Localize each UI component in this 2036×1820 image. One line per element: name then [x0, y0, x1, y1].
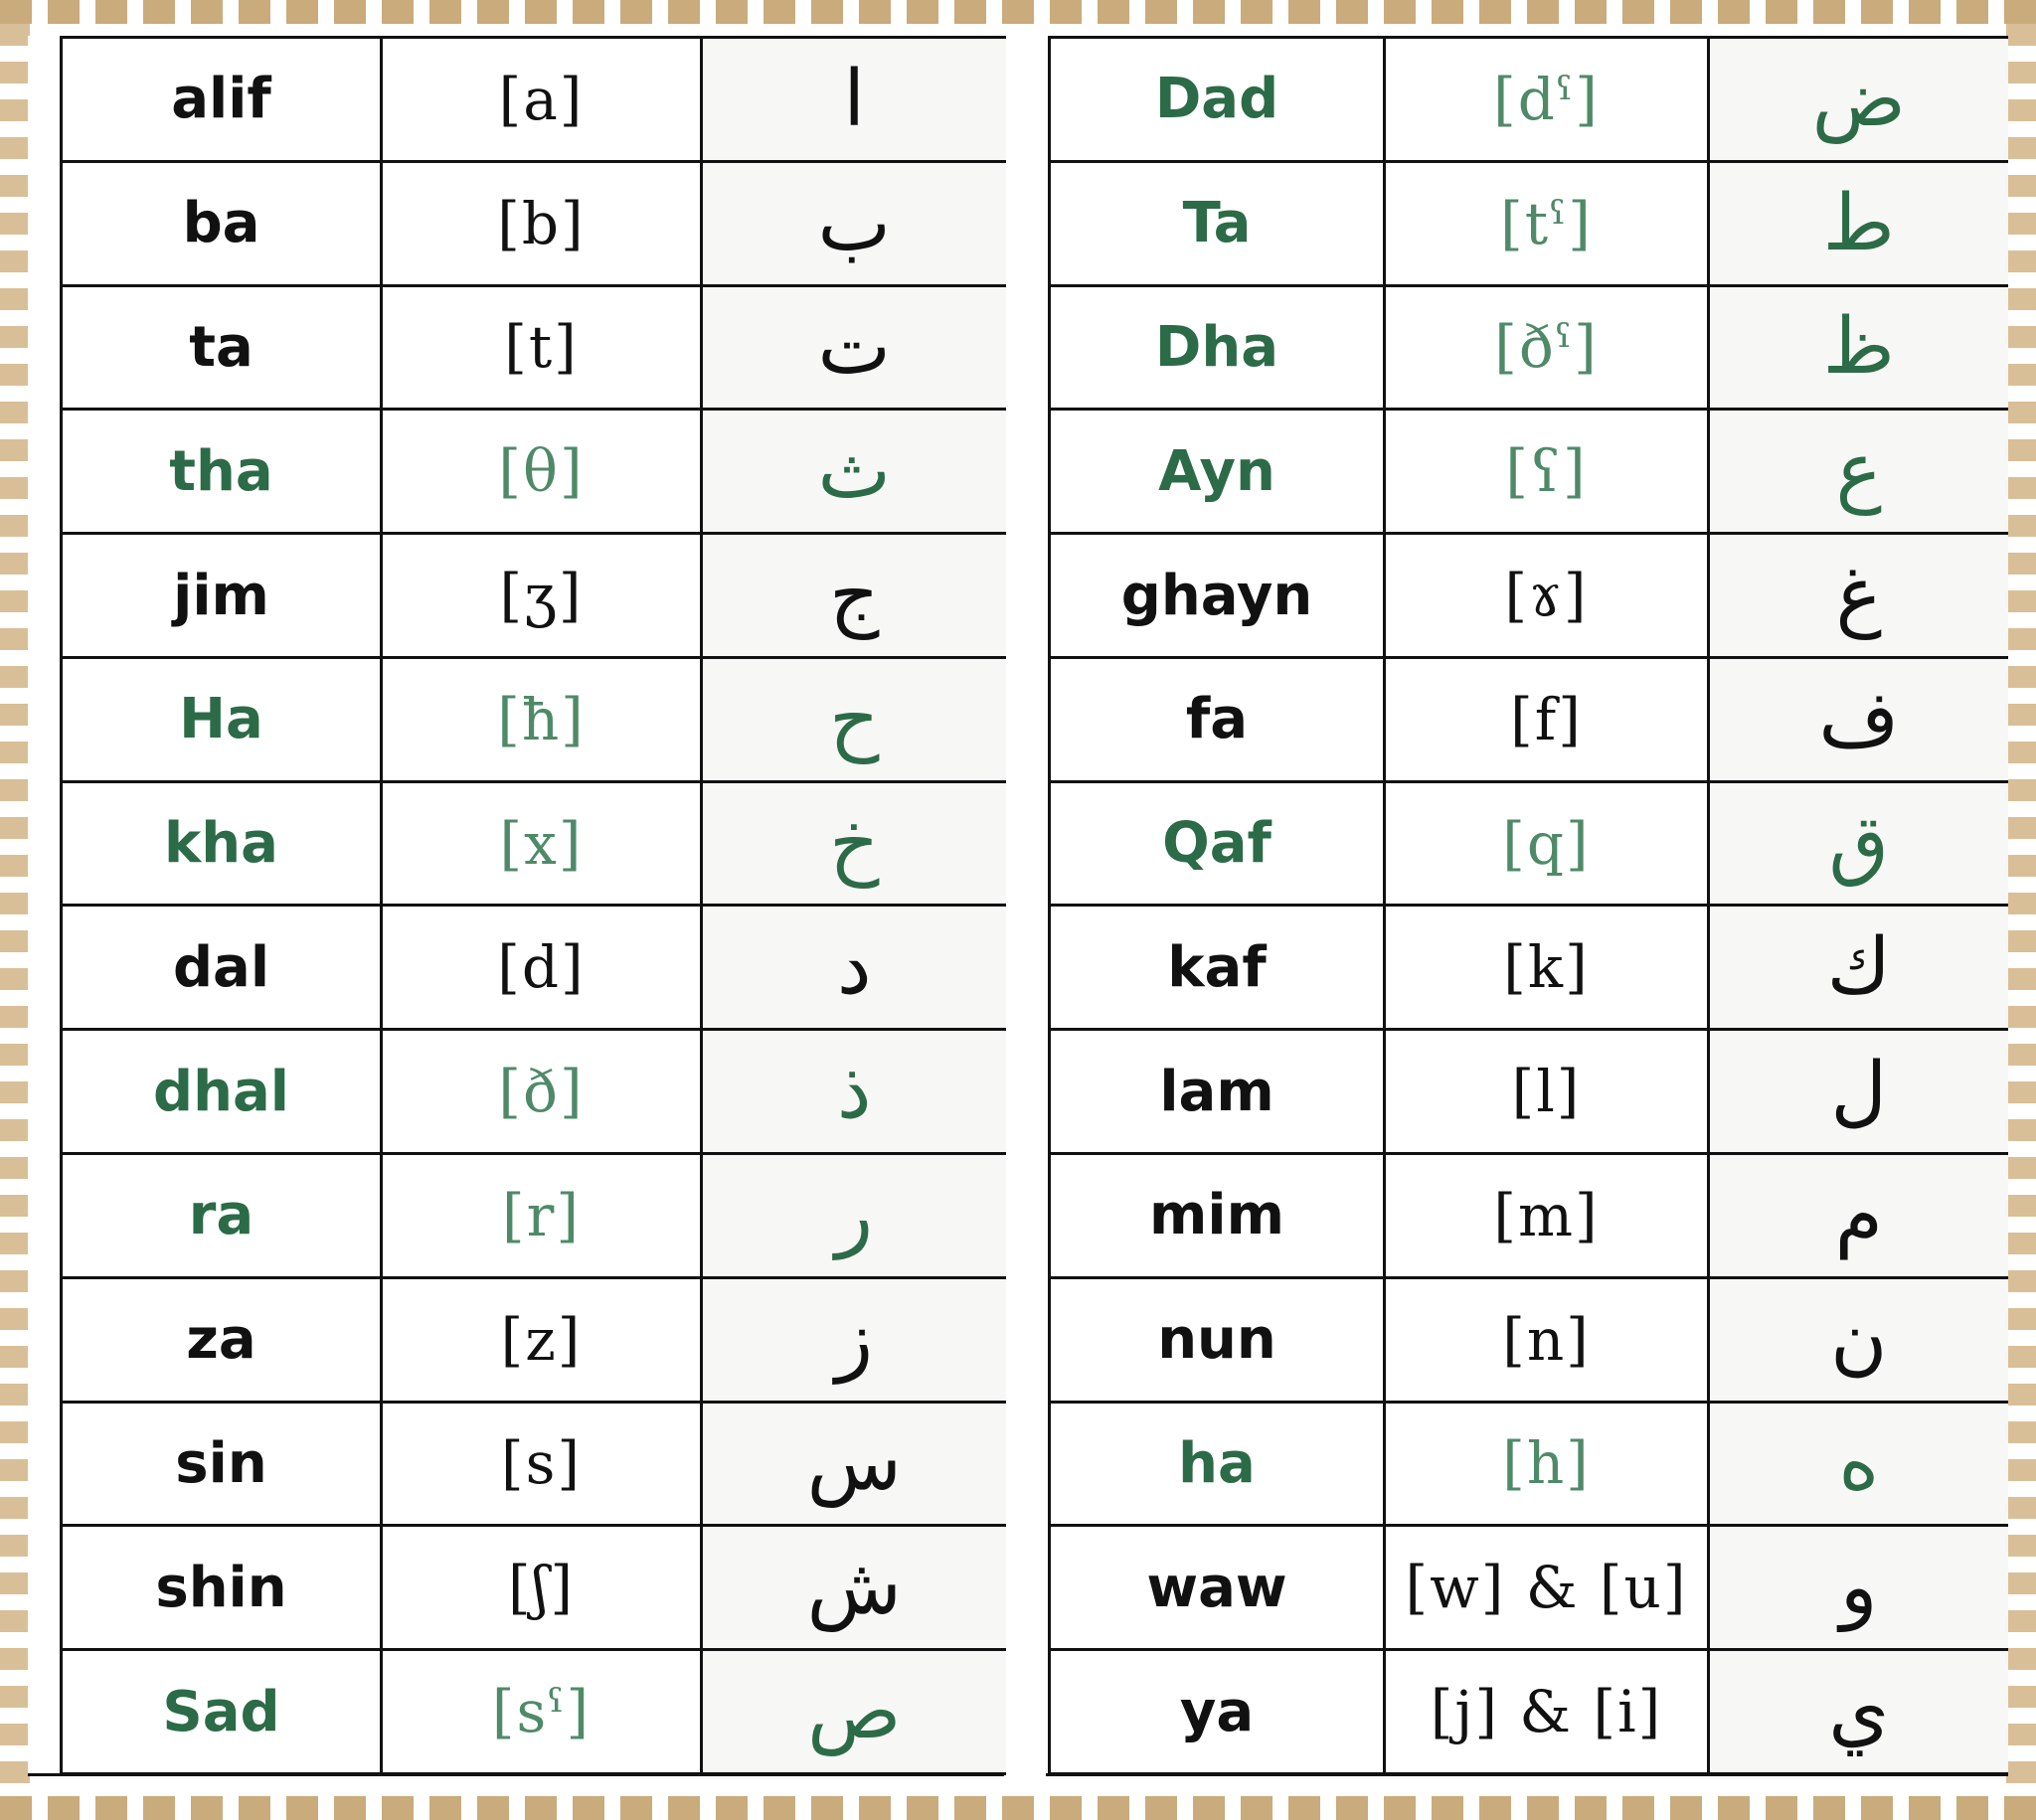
ipa-cell — [1385, 906, 1709, 1030]
ipa-transcription: [h] — [1502, 1429, 1591, 1498]
arabic-letter: ز — [835, 1294, 874, 1385]
ipa-cell — [382, 161, 702, 285]
letter-row — [1050, 1030, 2008, 1154]
ipa-transcription: [θ] — [498, 437, 585, 506]
decorative-border-left — [0, 24, 30, 1796]
letter-name: ya — [1179, 1679, 1255, 1744]
letter-name-cell — [62, 410, 382, 534]
ipa-cell — [1385, 1526, 1709, 1650]
ipa-transcription: [ʕ] — [1505, 437, 1588, 506]
arabic-letter: ق — [1828, 798, 1890, 889]
letter-name: dhal — [153, 1059, 289, 1124]
ipa-cell — [1385, 161, 1709, 285]
letter-name: tha — [169, 438, 273, 504]
letter-row — [62, 285, 1006, 410]
arabic-letter: غ — [1835, 551, 1883, 641]
ipa-transcription: [f] — [1510, 685, 1583, 753]
letter-name-cell — [1050, 906, 1385, 1030]
arabic-letter-cell — [1709, 1277, 2008, 1402]
letter-name-cell — [1050, 410, 1385, 534]
ipa-transcription: [w] & [u] — [1405, 1554, 1688, 1622]
arabic-letter-cell — [702, 410, 1006, 534]
ipa-cell — [1385, 410, 1709, 534]
decorative-border-bottom — [0, 1796, 2036, 1820]
arabic-letter-cell — [702, 906, 1006, 1030]
ipa-cell — [382, 1277, 702, 1402]
ipa-cell — [1385, 534, 1709, 658]
letter-row — [1050, 38, 2008, 162]
letter-name: kha — [164, 811, 278, 877]
ipa-cell — [382, 1650, 702, 1774]
arabic-letter-cell — [702, 657, 1006, 781]
ipa-transcription: [ðˤ] — [1494, 313, 1599, 382]
letter-name: Ayn — [1158, 438, 1275, 504]
letter-row — [1050, 161, 2008, 285]
letter-name-cell — [62, 1650, 382, 1774]
arabic-letter: ن — [1830, 1294, 1888, 1385]
letter-row — [62, 781, 1006, 906]
ipa-cell — [1385, 1650, 1709, 1774]
letter-name-cell — [1050, 1154, 1385, 1278]
letter-name: Dha — [1154, 314, 1279, 380]
arabic-letter-cell — [1709, 410, 2008, 534]
letter-name: Ta — [1182, 191, 1252, 256]
arabic-letter-cell — [702, 1650, 1006, 1774]
ipa-transcription: [d] — [497, 933, 586, 1002]
arabic-letter: ث — [817, 426, 891, 517]
arabic-letter-cell — [702, 161, 1006, 285]
letter-name: kaf — [1167, 934, 1267, 1000]
letter-name-cell — [1050, 781, 1385, 906]
arabic-letter: ا — [843, 54, 866, 144]
arabic-letter: ش — [806, 1543, 902, 1633]
arabic-letter-cell — [1709, 38, 2008, 162]
arabic-letter-cell — [702, 1154, 1006, 1278]
letter-row — [62, 1154, 1006, 1278]
arabic-letter: ف — [1818, 674, 1900, 764]
letter-name-cell — [62, 534, 382, 658]
arabic-letter-cell — [702, 1277, 1006, 1402]
letter-name: nun — [1157, 1307, 1276, 1373]
arabic-letter: ي — [1828, 1667, 1890, 1757]
letter-name-cell — [1050, 657, 1385, 781]
ipa-cell — [382, 781, 702, 906]
letter-name: Ha — [179, 687, 263, 752]
letter-name: lam — [1159, 1059, 1274, 1124]
letter-row — [1050, 1650, 2008, 1774]
right-alphabet-panel — [1046, 36, 2008, 1775]
right-alphabet-table-body — [1050, 38, 2008, 1774]
arabic-letter: ل — [1830, 1047, 1888, 1137]
letter-name-cell — [1050, 1277, 1385, 1402]
letter-name: ba — [182, 191, 260, 256]
ipa-transcription: [q] — [1502, 809, 1591, 878]
ipa-cell — [382, 906, 702, 1030]
arabic-letter-cell — [702, 781, 1006, 906]
letter-row — [62, 1650, 1006, 1774]
arabic-letter: ذ — [836, 1047, 872, 1137]
left-alphabet-table-body — [62, 38, 1006, 1774]
letter-name-cell — [62, 1154, 382, 1278]
arabic-letter: ر — [835, 1170, 874, 1260]
arabic-letter-cell — [1709, 1154, 2008, 1278]
letter-name: ha — [1178, 1430, 1256, 1496]
arabic-letter-cell — [702, 534, 1006, 658]
ipa-transcription: [ʒ] — [499, 562, 584, 630]
letter-row — [1050, 285, 2008, 410]
ipa-cell — [382, 285, 702, 410]
letter-row — [1050, 1154, 2008, 1278]
ipa-transcription: [j] & [i] — [1430, 1678, 1663, 1746]
arabic-letter: ص — [807, 1667, 902, 1757]
ipa-transcription: [r] — [502, 1181, 581, 1249]
arabic-letter-cell — [1709, 781, 2008, 906]
letter-row — [1050, 1402, 2008, 1526]
letter-row — [62, 657, 1006, 781]
ipa-cell — [382, 1526, 702, 1650]
ipa-transcription: [ɤ] — [1504, 562, 1589, 630]
letter-row — [1050, 1526, 2008, 1650]
ipa-transcription: [dˤ] — [1493, 65, 1600, 133]
letter-name-cell — [62, 161, 382, 285]
ipa-cell — [1385, 38, 1709, 162]
letter-name-cell — [62, 285, 382, 410]
ipa-cell — [382, 38, 702, 162]
letter-name: Qaf — [1162, 811, 1272, 877]
decorative-border-top — [0, 0, 2036, 24]
arabic-letter-cell — [1709, 1650, 2008, 1774]
arabic-letter-cell — [702, 285, 1006, 410]
ipa-transcription: [b] — [497, 189, 586, 257]
letter-row — [62, 1030, 1006, 1154]
ipa-cell — [1385, 1277, 1709, 1402]
ipa-cell — [382, 410, 702, 534]
ipa-transcription: [x] — [499, 809, 584, 878]
letter-name: waw — [1146, 1555, 1287, 1620]
left-alphabet-table — [60, 36, 1006, 1775]
letter-name: ra — [188, 1183, 254, 1248]
ipa-transcription: [m] — [1493, 1181, 1600, 1249]
letter-name-cell — [62, 781, 382, 906]
letter-name-cell — [62, 1402, 382, 1526]
arabic-letter: س — [806, 1418, 902, 1509]
ipa-cell — [382, 657, 702, 781]
ipa-transcription: [l] — [1511, 1058, 1582, 1126]
letter-name-cell — [1050, 161, 1385, 285]
arabic-letter: م — [1834, 1170, 1883, 1260]
arabic-letter: و — [1839, 1543, 1878, 1633]
ipa-transcription: [sˤ] — [491, 1678, 592, 1746]
letter-name-cell — [1050, 285, 1385, 410]
arabic-letter-cell — [1709, 1526, 2008, 1650]
arabic-letter: ب — [817, 178, 891, 268]
letter-row — [62, 906, 1006, 1030]
letter-name-cell — [62, 1277, 382, 1402]
letter-row — [1050, 657, 2008, 781]
ipa-cell — [1385, 781, 1709, 906]
arabic-letter-cell — [702, 1526, 1006, 1650]
ipa-transcription: [k] — [1503, 933, 1590, 1002]
right-table-bottom-rule — [1046, 1773, 2008, 1776]
letter-row — [62, 410, 1006, 534]
ipa-cell — [1385, 285, 1709, 410]
letter-row — [62, 1402, 1006, 1526]
ipa-cell — [382, 1402, 702, 1526]
letter-name-cell — [1050, 1402, 1385, 1526]
letter-name-cell — [62, 1526, 382, 1650]
letter-name-cell — [62, 38, 382, 162]
arabic-letter: ج — [829, 551, 880, 641]
ipa-transcription: [ð] — [498, 1058, 585, 1126]
letter-name-cell — [62, 657, 382, 781]
letter-name: za — [186, 1307, 256, 1373]
arabic-letter: ط — [1822, 178, 1895, 268]
letter-row — [62, 1526, 1006, 1650]
arabic-letter: ك — [1826, 922, 1891, 1013]
letter-name-cell — [1050, 1650, 1385, 1774]
ipa-cell — [1385, 1030, 1709, 1154]
letter-name: ghayn — [1120, 563, 1313, 628]
letter-name-cell — [1050, 1030, 1385, 1154]
ipa-transcription: [ħ] — [497, 685, 586, 753]
letter-row — [1050, 781, 2008, 906]
ipa-transcription: [ʃ] — [507, 1554, 575, 1622]
ipa-transcription: [s] — [500, 1429, 583, 1498]
ipa-cell — [382, 1154, 702, 1278]
letter-name: sin — [175, 1430, 267, 1496]
letter-name: Dad — [1154, 67, 1279, 132]
arabic-letter: ظ — [1822, 302, 1895, 393]
arabic-letter-cell — [1709, 1030, 2008, 1154]
arabic-letter-cell — [702, 1402, 1006, 1526]
ipa-transcription: [z] — [500, 1305, 583, 1374]
arabic-letter: د — [836, 922, 872, 1013]
letter-row — [62, 38, 1006, 162]
letter-row — [1050, 410, 2008, 534]
arabic-letter-cell — [702, 38, 1006, 162]
ipa-cell — [1385, 1402, 1709, 1526]
letter-name: fa — [1185, 687, 1249, 752]
letter-row — [62, 1277, 1006, 1402]
ipa-transcription: [t] — [504, 313, 579, 382]
right-alphabet-table — [1048, 36, 2008, 1775]
letter-row — [1050, 1277, 2008, 1402]
arabic-letter: ه — [1838, 1418, 1880, 1509]
letter-name: shin — [155, 1555, 287, 1620]
arabic-letter: ح — [829, 674, 880, 764]
arabic-letter: ت — [817, 302, 891, 393]
letter-name: ta — [189, 314, 254, 380]
ipa-transcription: [a] — [498, 65, 585, 133]
letter-row — [1050, 906, 2008, 1030]
letter-name-cell — [1050, 38, 1385, 162]
decorative-border-right — [2006, 24, 2036, 1796]
ipa-transcription: [n] — [1502, 1305, 1591, 1374]
arabic-letter-cell — [1709, 161, 2008, 285]
letter-row — [1050, 534, 2008, 658]
letter-name: jim — [173, 563, 269, 628]
ipa-transcription: [tˤ] — [1500, 189, 1593, 257]
arabic-letter: ض — [1811, 54, 1906, 144]
arabic-letter: ع — [1835, 426, 1883, 517]
ipa-cell — [1385, 657, 1709, 781]
letter-name: alif — [171, 67, 271, 132]
letter-name: Sad — [162, 1679, 280, 1744]
left-table-bottom-rule — [28, 1773, 1004, 1776]
letter-name: mim — [1149, 1183, 1284, 1248]
letter-row — [62, 161, 1006, 285]
arabic-letter-cell — [1709, 285, 2008, 410]
arabic-letter-cell — [1709, 657, 2008, 781]
arabic-letter: خ — [829, 798, 880, 889]
ipa-cell — [382, 1030, 702, 1154]
left-alphabet-panel — [28, 36, 1004, 1775]
arabic-letter-cell — [702, 1030, 1006, 1154]
letter-name: dal — [172, 934, 270, 1000]
ipa-cell — [382, 534, 702, 658]
letter-name-cell — [62, 1030, 382, 1154]
arabic-letter-cell — [1709, 1402, 2008, 1526]
letter-row — [62, 534, 1006, 658]
letter-name-cell — [1050, 1526, 1385, 1650]
letter-name-cell — [1050, 534, 1385, 658]
arabic-letter-cell — [1709, 906, 2008, 1030]
arabic-letter-cell — [1709, 534, 2008, 658]
letter-name-cell — [62, 906, 382, 1030]
ipa-cell — [1385, 1154, 1709, 1278]
